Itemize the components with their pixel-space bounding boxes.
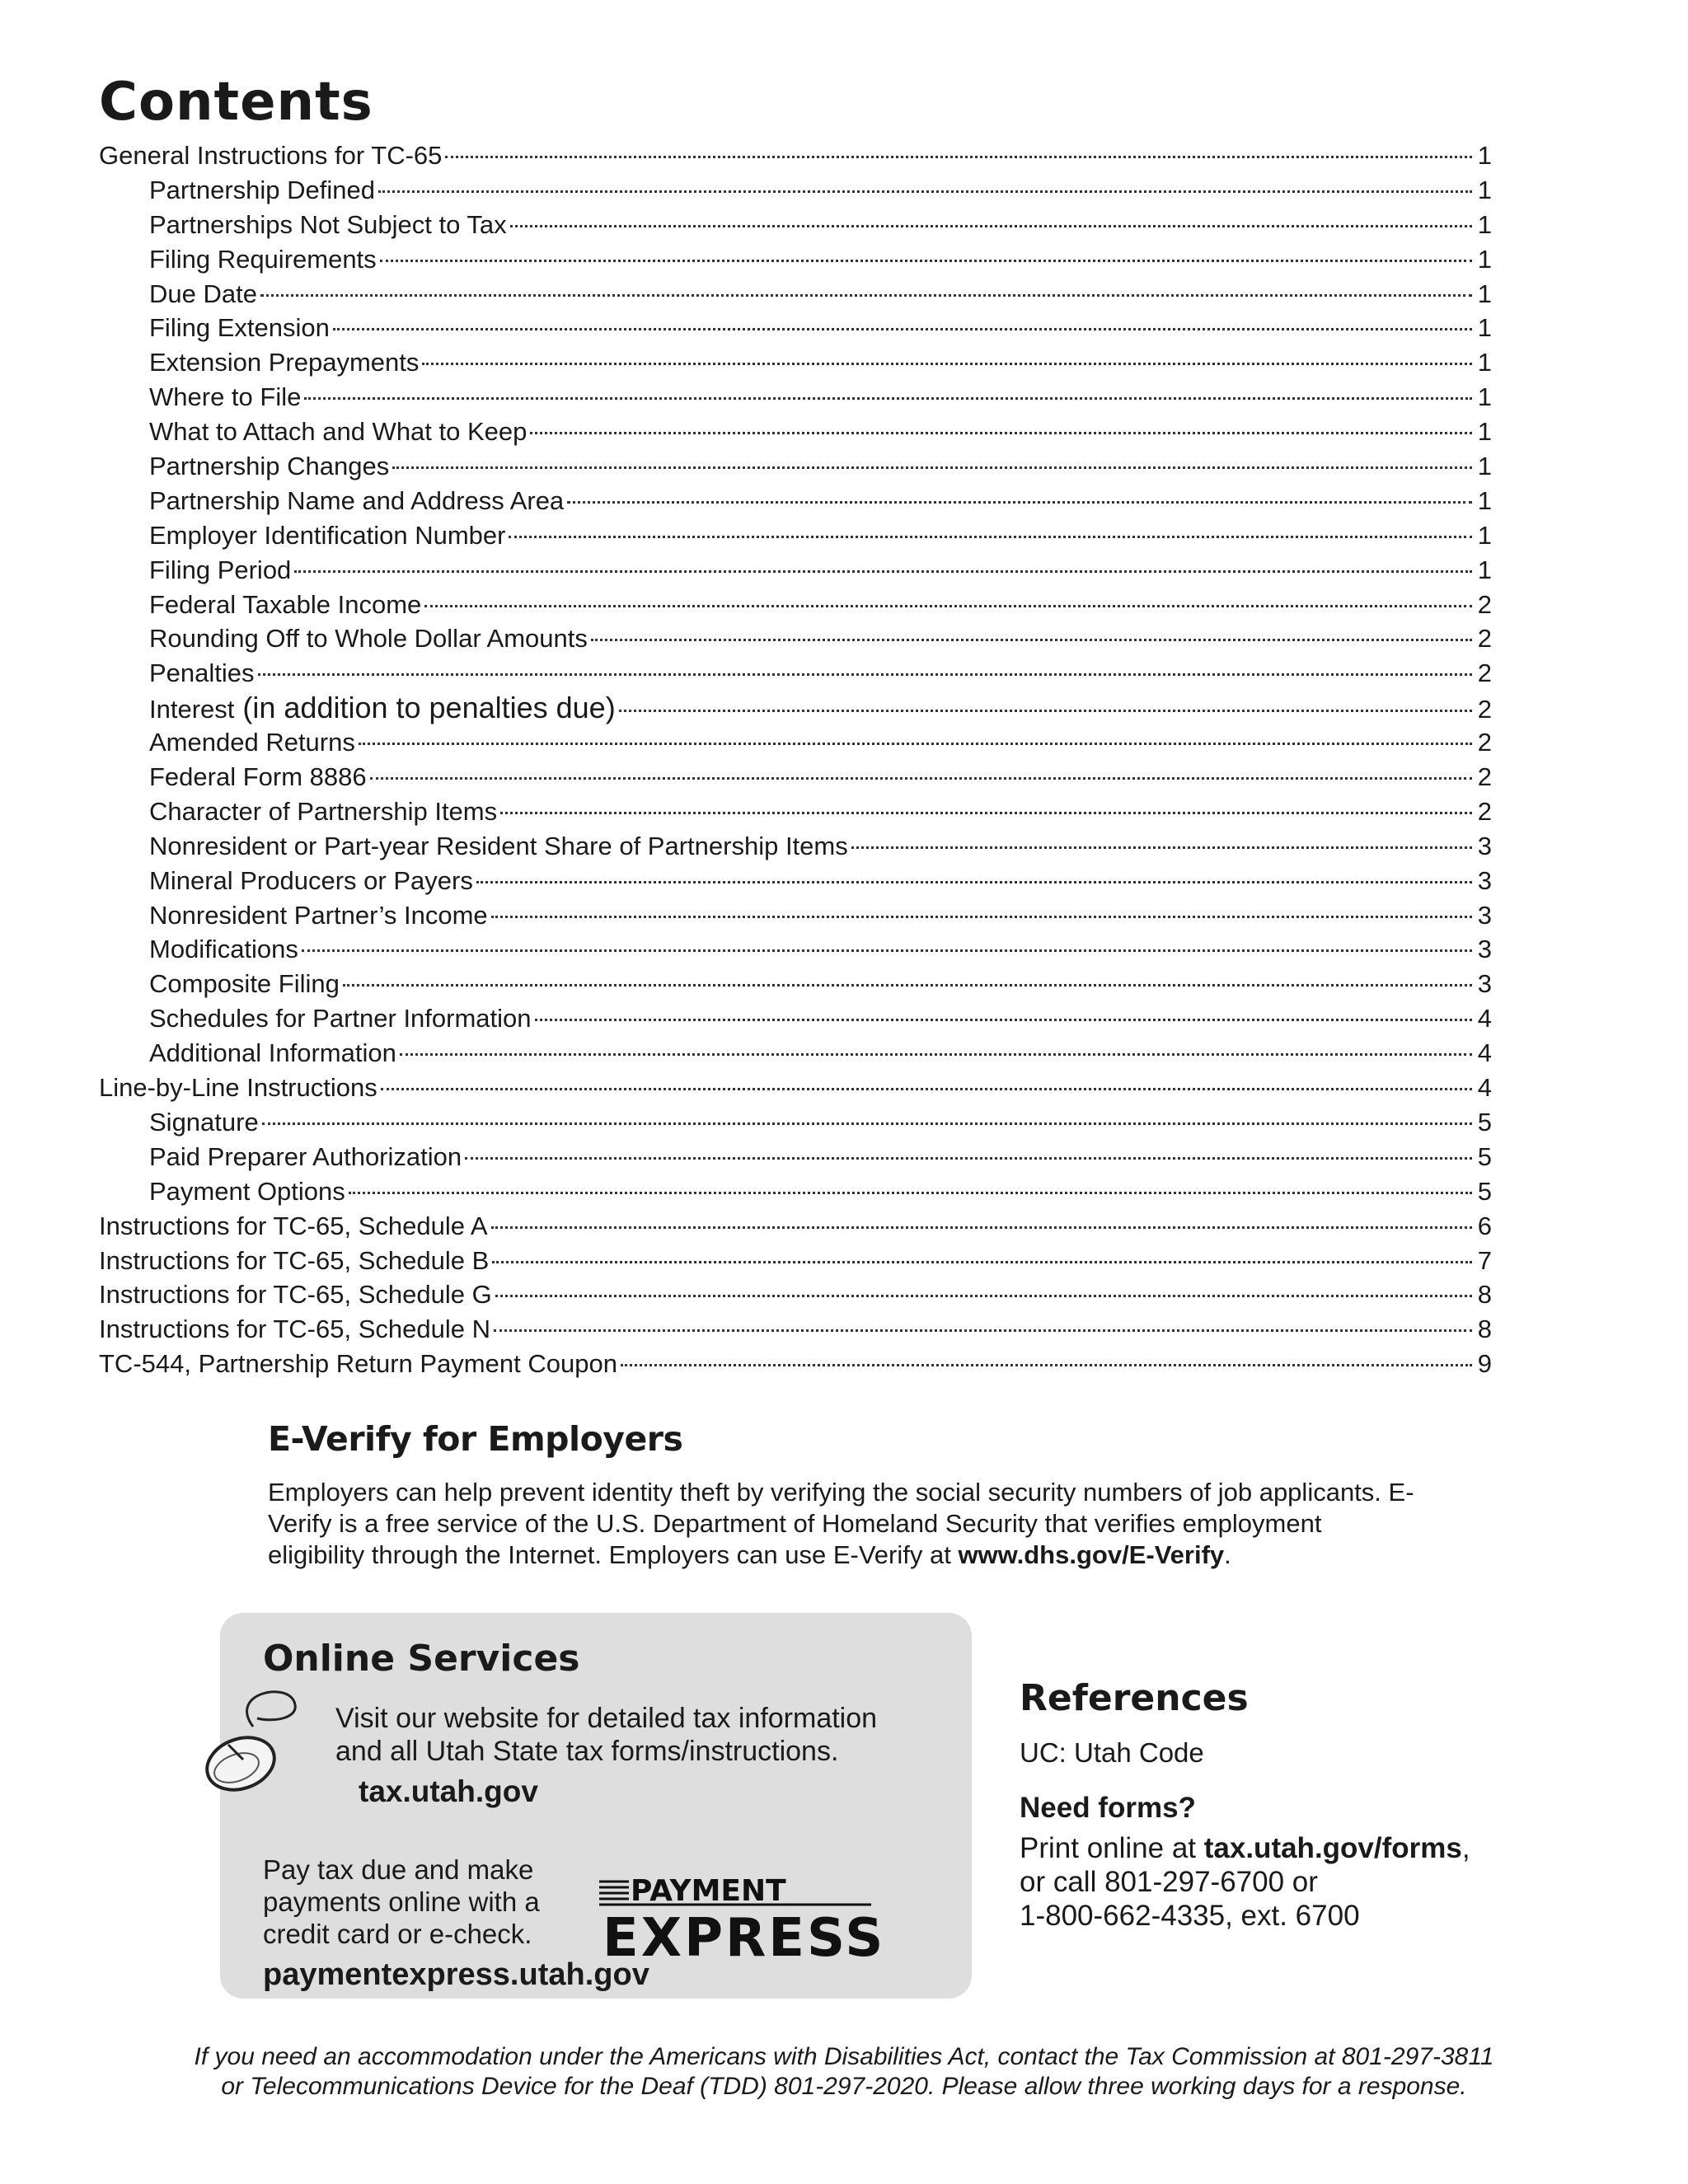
toc-entry-label	[99, 967, 340, 1001]
everify-section	[268, 1419, 1463, 1571]
toc-entry-label	[99, 208, 507, 242]
toc-entry[interactable]	[99, 1244, 1492, 1278]
toc-entry-label	[99, 621, 588, 656]
toc-dot-leader	[494, 1329, 1472, 1332]
toc-entry-label	[99, 311, 330, 345]
toc-page-number: 1	[1477, 209, 1492, 239]
toc-entry-title: Composite Filing	[149, 969, 340, 999]
table-of-contents	[99, 138, 1492, 1381]
toc-entry-label	[99, 1244, 489, 1278]
toc-entry-label	[99, 656, 255, 691]
toc-page-number: 1	[1477, 175, 1492, 204]
toc-entry-label	[99, 449, 389, 484]
toc-dot-leader	[567, 501, 1472, 504]
toc-page-number: 8	[1477, 1315, 1492, 1344]
references-title: References	[1020, 1677, 1249, 1719]
toc-dot-leader	[392, 466, 1472, 469]
toc-dot-leader	[400, 1053, 1472, 1056]
toc-entry[interactable]	[99, 242, 1492, 277]
payment-express-link[interactable]: paymentexpress.utah.gov	[263, 1957, 649, 1992]
toc-entry-label	[99, 1036, 396, 1071]
toc-entry-title: What to Attach and What to Keep	[149, 417, 528, 447]
toc-entry-label	[99, 345, 419, 380]
toc-page-number: 1	[1477, 520, 1492, 550]
toc-page-number: 2	[1477, 695, 1492, 724]
toc-entry[interactable]	[99, 864, 1492, 898]
toc-entry-title: Schedules for Partner Information	[149, 1004, 532, 1033]
toc-page-number: 3	[1477, 935, 1492, 964]
toc-entry-label	[99, 415, 527, 449]
toc-dot-leader	[491, 1226, 1472, 1229]
everify-title: E-Verify for Employers	[268, 1419, 683, 1459]
online-services-description	[335, 1702, 877, 1768]
toc-dot-leader	[378, 190, 1472, 193]
toc-dot-leader	[491, 916, 1472, 918]
toc-entry[interactable]	[99, 725, 1492, 760]
toc-dot-leader	[492, 1261, 1472, 1263]
toc-entry-title: Instructions for TC-65, Schedule A	[99, 1211, 488, 1240]
everify-body: Employers can help prevent identity theft by verifying the social security numbers of job applicants. E-Verify is a free service of the U.S. Department of Homeland Security that verifies employment eligibility through the Internet. Employers can use E-Verify at	[268, 1478, 1414, 1569]
toc-entry[interactable]	[99, 345, 1492, 380]
call-line2: 1-800-662-4335, ext. 6700	[1020, 1900, 1360, 1932]
toc-entry[interactable]	[99, 208, 1492, 242]
online-desc-line1: Visit our website for detailed tax information	[335, 1703, 878, 1734]
toc-entry-label	[99, 1174, 345, 1209]
toc-page-number: 8	[1477, 1280, 1492, 1310]
toc-entry-title: Filing Requirements	[149, 244, 377, 274]
toc-entry-label	[99, 760, 367, 794]
toc-entry[interactable]	[99, 1071, 1492, 1105]
toc-page-number: 3	[1477, 831, 1492, 860]
toc-entry-note: (in addition to penalties due)	[234, 691, 616, 725]
toc-entry-title: Payment Options	[149, 1176, 345, 1206]
toc-entry[interactable]	[99, 138, 1492, 173]
toc-entry-title: Instructions for TC-65, Schedule G	[99, 1280, 492, 1310]
toc-entry-title: Rounding Off to Whole Dollar Amounts	[149, 624, 588, 654]
everify-period: .	[1224, 1540, 1231, 1569]
toc-entry-label	[99, 277, 257, 312]
toc-page-number: 1	[1477, 452, 1492, 481]
toc-entry[interactable]	[99, 588, 1492, 622]
toc-page-number: 7	[1477, 1245, 1492, 1275]
toc-entry-title: Where to File	[149, 382, 302, 412]
toc-entry[interactable]	[99, 518, 1492, 553]
toc-entry-label	[99, 898, 488, 933]
toc-page-number: 3	[1477, 865, 1492, 895]
toc-dot-leader	[304, 397, 1472, 400]
toc-entry-title: Federal Form 8886	[149, 762, 367, 792]
toc-page-number: 1	[1477, 279, 1492, 308]
contents-title: Contents	[99, 72, 373, 133]
toc-page-number: 5	[1477, 1176, 1492, 1206]
toc-dot-leader	[333, 328, 1472, 330]
toc-page-number: 2	[1477, 589, 1492, 619]
toc-entry[interactable]	[99, 277, 1492, 312]
ada-notice-line1: If you need an accommodation under the Americans with Disabilities Act, contact the Tax Commission at 801-297-3811	[194, 2043, 1494, 2070]
toc-page-number: 1	[1477, 348, 1492, 377]
toc-entry-title: Nonresident or Part-year Resident Share of Partnership Items	[149, 831, 848, 860]
forms-link[interactable]: tax.utah.gov/forms	[1203, 1832, 1462, 1864]
toc-entry[interactable]	[99, 967, 1492, 1001]
toc-entry-label	[99, 242, 377, 277]
print-prefix: Print online at	[1020, 1832, 1204, 1864]
toc-entry-label	[99, 380, 301, 415]
toc-dot-leader	[381, 1088, 1472, 1090]
toc-entry-label	[99, 1277, 492, 1312]
pay-line1: Pay tax due and make	[263, 1854, 534, 1885]
everify-link[interactable]: www.dhs.gov/E-Verify	[958, 1540, 1225, 1569]
toc-entry-title: Amended Returns	[149, 728, 355, 757]
toc-entry-title: TC-544, Partnership Return Payment Coupon	[99, 1349, 617, 1379]
toc-entry[interactable]	[99, 829, 1492, 864]
pay-logo-bottom: EXPRESS	[603, 1908, 886, 1964]
forms-instructions	[1020, 1831, 1597, 1933]
toc-entry-title: Partnership Changes	[149, 452, 390, 481]
toc-page-number: 1	[1477, 485, 1492, 515]
ada-notice	[0, 2042, 1688, 2102]
toc-entry-title: Penalties	[149, 658, 255, 688]
toc-entry-title: Character of Partnership Items	[149, 796, 498, 826]
toc-entry-title: Partnerships Not Subject to Tax	[149, 209, 507, 239]
toc-entry[interactable]	[99, 1001, 1492, 1036]
toc-page-number: 1	[1477, 417, 1492, 447]
toc-dot-leader	[591, 639, 1472, 641]
toc-dot-leader	[509, 536, 1472, 538]
toc-dot-leader	[851, 846, 1472, 849]
toc-entry-label	[99, 518, 505, 553]
pay-line3: credit card or e-check.	[263, 1919, 532, 1949]
toc-entry-title: Partnership Defined	[149, 175, 375, 204]
references-section	[1020, 1677, 1597, 1933]
toc-entry[interactable]	[99, 449, 1492, 484]
toc-dot-leader	[349, 1192, 1472, 1194]
toc-entry-label	[99, 794, 497, 829]
toc-entry-title: Signature	[149, 1107, 259, 1137]
toc-dot-leader	[302, 949, 1472, 952]
toc-entry[interactable]	[99, 553, 1492, 588]
toc-entry-title: Nonresident Partner’s Income	[149, 900, 488, 930]
toc-entry[interactable]	[99, 1277, 1492, 1312]
toc-page-number: 4	[1477, 1038, 1492, 1068]
toc-dot-leader	[621, 1364, 1472, 1366]
pay-logo-top: PAYMENT	[631, 1874, 786, 1908]
toc-entry[interactable]	[99, 656, 1492, 691]
toc-entry-title: Additional Information	[149, 1038, 396, 1068]
toc-entry-title: Instructions for TC-65, Schedule N	[99, 1315, 490, 1344]
toc-dot-leader	[260, 294, 1472, 297]
toc-entry-label	[99, 1347, 617, 1381]
toc-entry[interactable]	[99, 898, 1492, 933]
tax-website-link[interactable]: tax.utah.gov	[359, 1774, 538, 1808]
pay-line2: payments online with a	[263, 1886, 540, 1917]
toc-entry-title: Paid Preparer Authorization	[149, 1141, 462, 1171]
toc-entry[interactable]	[99, 794, 1492, 829]
toc-dot-leader	[380, 260, 1472, 262]
toc-page-number: 4	[1477, 1073, 1492, 1103]
toc-entry-label	[99, 484, 564, 518]
toc-dot-leader	[495, 1295, 1472, 1297]
toc-entry-label	[99, 138, 442, 173]
toc-entry-title: Filing Extension	[149, 313, 330, 343]
toc-dot-leader	[294, 570, 1472, 573]
toc-dot-leader	[500, 812, 1472, 814]
toc-page-number: 2	[1477, 796, 1492, 826]
toc-dot-leader	[262, 1122, 1472, 1125]
toc-entry-title: Employer Identification Number	[149, 520, 506, 550]
toc-entry-label	[99, 725, 355, 760]
toc-dot-leader	[343, 984, 1472, 987]
toc-entry-label	[99, 1105, 259, 1140]
toc-page-number: 3	[1477, 900, 1492, 930]
toc-page-number: 2	[1477, 728, 1492, 757]
toc-dot-leader	[445, 156, 1472, 158]
toc-entry[interactable]	[99, 691, 1492, 725]
toc-entry[interactable]	[99, 760, 1492, 794]
toc-page-number: 1	[1477, 555, 1492, 584]
online-desc-line2: and all Utah State tax forms/instructions.	[335, 1736, 839, 1767]
toc-entry[interactable]	[99, 621, 1492, 656]
toc-entry[interactable]	[99, 1140, 1492, 1174]
toc-entry-title: Filing Period	[149, 555, 292, 584]
toc-entry[interactable]	[99, 1105, 1492, 1140]
toc-entry-title: Due Date	[149, 279, 257, 308]
toc-dot-leader	[359, 743, 1472, 745]
toc-dot-leader	[422, 363, 1472, 365]
toc-page-number: 1	[1477, 244, 1492, 274]
toc-entry-label	[99, 173, 375, 208]
toc-page-number: 5	[1477, 1107, 1492, 1137]
toc-entry-title: Federal Taxable Income	[149, 589, 422, 619]
toc-page-number: 6	[1477, 1211, 1492, 1240]
toc-dot-leader	[619, 710, 1472, 712]
call-line1: or call 801-297-6700 or	[1020, 1866, 1318, 1898]
payment-express-logo	[599, 1873, 921, 1964]
toc-entry-label	[99, 1209, 488, 1244]
toc-entry-title: Interest	[149, 695, 235, 724]
toc-entry-title: General Instructions for TC-65	[99, 141, 443, 170]
toc-entry[interactable]	[99, 1036, 1492, 1071]
toc-page-number: 5	[1477, 1141, 1492, 1171]
toc-dot-leader	[476, 881, 1472, 883]
toc-page-number: 1	[1477, 382, 1492, 412]
everify-text	[268, 1477, 1422, 1571]
ada-notice-line2: or Telecommunications Device for the Deaf (TDD) 801-297-2020. Please allow three working days for a response.	[221, 2073, 1467, 2100]
toc-entry[interactable]	[99, 1347, 1492, 1381]
toc-dot-leader	[465, 1157, 1472, 1160]
toc-entry[interactable]	[99, 1174, 1492, 1209]
toc-page-number: 1	[1477, 141, 1492, 170]
toc-entry-label	[99, 1001, 532, 1036]
toc-page-number: 2	[1477, 658, 1492, 688]
toc-page-number: 9	[1477, 1349, 1492, 1379]
print-suffix: ,	[1461, 1832, 1470, 1864]
online-services-title: Online Services	[263, 1638, 580, 1680]
computer-mouse-icon	[195, 1685, 319, 1801]
toc-dot-leader	[258, 673, 1472, 676]
toc-entry-label	[99, 829, 848, 864]
toc-page-number: 2	[1477, 624, 1492, 654]
toc-entry[interactable]	[99, 173, 1492, 208]
online-services-box	[220, 1613, 972, 1999]
toc-entry[interactable]	[99, 311, 1492, 345]
toc-entry-label	[99, 1312, 490, 1347]
toc-page-number: 3	[1477, 969, 1492, 999]
payment-description	[263, 1854, 540, 1950]
toc-dot-leader	[530, 432, 1472, 434]
toc-dot-leader	[424, 605, 1472, 607]
toc-entry-title: Modifications	[149, 935, 298, 964]
toc-page-number: 4	[1477, 1004, 1492, 1033]
need-forms-heading: Need forms?	[1020, 1792, 1196, 1824]
toc-entry-title: Line-by-Line Instructions	[99, 1073, 377, 1103]
toc-entry-title: Extension Prepayments	[149, 348, 420, 377]
toc-entry[interactable]	[99, 415, 1492, 449]
toc-dot-leader	[370, 777, 1472, 780]
toc-entry[interactable]	[99, 1312, 1492, 1347]
toc-dot-leader	[510, 225, 1472, 227]
toc-entry-label	[99, 1140, 462, 1174]
toc-entry-label	[99, 1071, 377, 1105]
toc-entry-title: Instructions for TC-65, Schedule B	[99, 1245, 490, 1275]
toc-dot-leader	[535, 1019, 1472, 1021]
toc-entry-label	[99, 932, 298, 967]
toc-page-number: 2	[1477, 762, 1492, 792]
toc-entry[interactable]	[99, 1209, 1492, 1244]
toc-page-number: 1	[1477, 313, 1492, 343]
toc-entry[interactable]	[99, 484, 1492, 518]
toc-entry-label	[99, 691, 616, 727]
toc-entry[interactable]	[99, 932, 1492, 967]
toc-entry-title: Partnership Name and Address Area	[149, 485, 565, 515]
toc-entry-label	[99, 588, 421, 622]
toc-entry-label	[99, 864, 473, 898]
references-code: UC: Utah Code	[1020, 1737, 1204, 1768]
toc-entry-title: Mineral Producers or Payers	[149, 865, 473, 895]
toc-entry-label	[99, 553, 291, 588]
toc-entry[interactable]	[99, 380, 1492, 415]
